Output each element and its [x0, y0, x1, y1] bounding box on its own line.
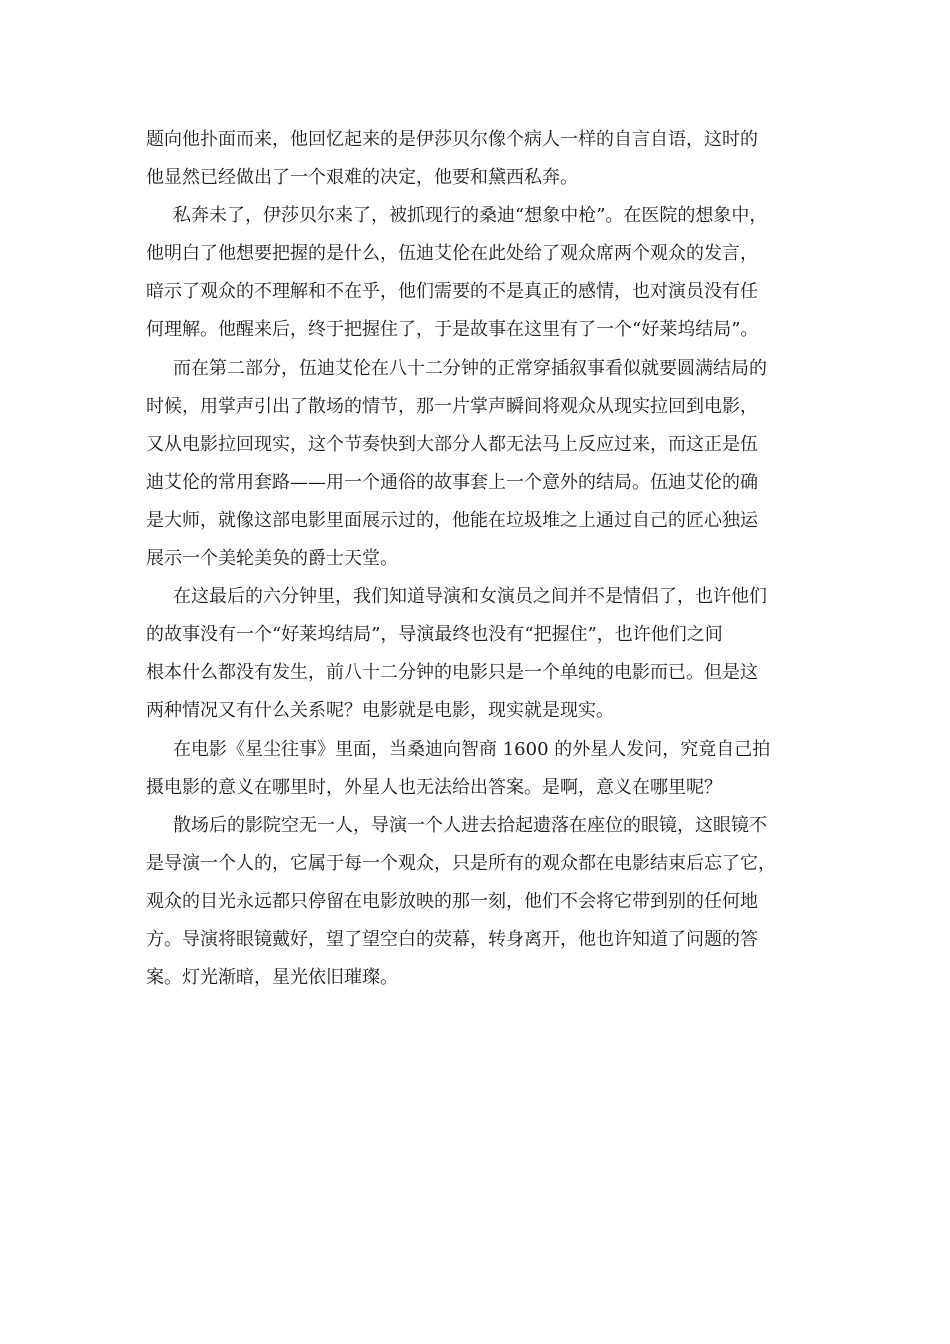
- text-line: 摄电影的意义在哪里时，外星人也无法给出答案。是啊，意义在哪里呢？: [146, 776, 722, 798]
- paragraph-first-line: 而在第二部分，伍迪艾伦在八十二分钟的正常穿插叙事看似就要圆满结局的: [173, 357, 767, 379]
- text-line: 时候，用掌声引出了散场的情节，那一片掌声瞬间将观众从现实拉回到电影，: [146, 395, 758, 417]
- text-line: 展示一个美轮美奂的爵士天堂。: [146, 548, 398, 570]
- text-line: 根本什么都没有发生，前八十二分钟的电影只是一个单纯的电影而已。但是这: [146, 662, 758, 684]
- text-line: 迪艾伦的常用套路——用一个通俗的故事套上一个意外的结局。伍迪艾伦的确: [146, 471, 758, 493]
- paragraph-first-line: 在这最后的六分钟里，我们知道导演和女演员之间并不是情侣了，也许他们: [173, 586, 767, 608]
- text-line: 观众的目光永远都只停留在电影放映的那一刻，他们不会将它带到别的任何地: [146, 890, 758, 912]
- text-line: 他明白了他想要把握的是什么，伍迪艾伦在此处给了观众席两个观众的发言，: [146, 243, 758, 265]
- text-line: 他显然已经做出了一个艰难的决定，他要和黛西私奔。: [146, 167, 578, 189]
- paragraph-first-line: 在电影《星尘往事》里面，当桑迪向智商 1600 的外星人发问，究竟自己拍: [173, 738, 771, 760]
- text-line: 是导演一个人的，它属于每一个观众，只是所有的观众都在电影结束后忘了它，: [146, 852, 776, 874]
- text-line: 暗示了观众的不理解和不在乎，他们需要的不是真正的感情，也对演员没有任: [146, 281, 758, 303]
- text-line: 题向他扑面而来，他回忆起来的是伊莎贝尔像个病人一样的自言自语，这时的: [146, 129, 758, 150]
- text-line: 方。导演将眼镜戴好，望了望空白的荧幕，转身离开，他也许知道了问题的答: [146, 928, 758, 950]
- text-line: 案。灯光渐暗，星光依旧璀璨。: [146, 967, 398, 989]
- body-text: [146, 121, 812, 997]
- text-line: 的故事没有一个“好莱坞结局”，导演最终也没有“把握住”，也许他们之间: [146, 624, 723, 646]
- paragraph-first-line: 散场后的影院空无一人，导演一个人进去拾起遗落在座位的眼镜，这眼镜不: [173, 814, 767, 836]
- paragraph-first-line: 私奔未了，伊莎贝尔来了，被抓现行的桑迪“想象中枪”。在医院的想象中，: [173, 205, 768, 227]
- text-line: 是大师，就像这部电影里面展示过的，他能在垃圾堆之上通过自己的匠心独运: [146, 509, 758, 531]
- text-line: 何理解。他醒来后，终于把握住了，于是故事在这里有了一个“好莱坞结局”。: [146, 319, 759, 341]
- text-line: 两种情况又有什么关系呢？电影就是电影，现实就是现实。: [146, 700, 614, 722]
- text-line: 又从电影拉回现实，这个节奏快到大部分人都无法马上反应过来，而这正是伍: [146, 433, 758, 455]
